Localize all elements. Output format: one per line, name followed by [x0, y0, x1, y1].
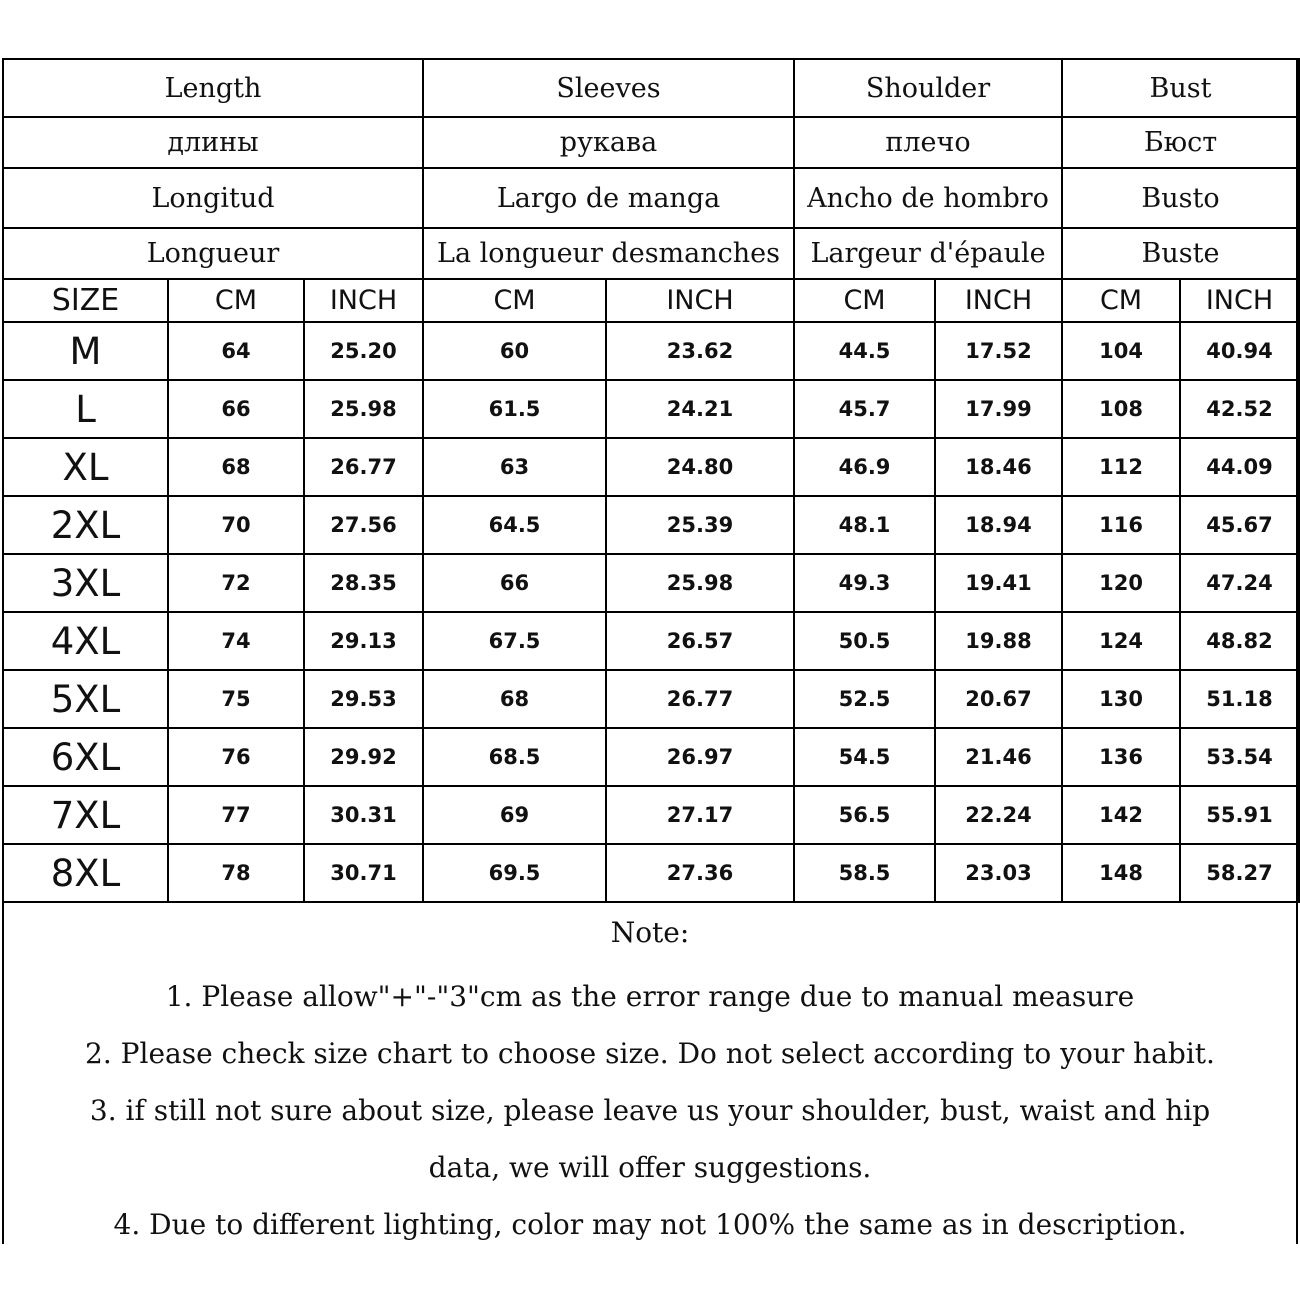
measurement-cell: 20.67 — [935, 670, 1062, 728]
measurement-cell: 58.5 — [794, 844, 935, 902]
size-label: 4XL — [3, 612, 168, 670]
table-row — [3, 322, 1299, 380]
length-label: Longueur — [3, 228, 423, 279]
measurement-cell: 54.5 — [794, 728, 935, 786]
measurement-cell: 61.5 — [423, 380, 606, 438]
measurement-cell: 108 — [1062, 380, 1180, 438]
measurement-cell: 51.18 — [1180, 670, 1299, 728]
size-label: L — [3, 380, 168, 438]
measurement-cell: 26.57 — [606, 612, 794, 670]
unit-header-cell: CM — [1062, 279, 1180, 322]
bust-label: Buste — [1062, 228, 1299, 279]
sleeves-label: рукава — [423, 117, 794, 168]
measurement-cell: 17.52 — [935, 322, 1062, 380]
measurement-cell: 40.94 — [1180, 322, 1299, 380]
header-row — [3, 59, 1299, 117]
size-label: 2XL — [3, 496, 168, 554]
measurement-cell: 46.9 — [794, 438, 935, 496]
measurement-cell: 24.80 — [606, 438, 794, 496]
measurement-cell: 78 — [168, 844, 304, 902]
measurement-cell: 120 — [1062, 554, 1180, 612]
measurement-cell: 30.31 — [304, 786, 423, 844]
measurement-cell: 28.35 — [304, 554, 423, 612]
size-label: 5XL — [3, 670, 168, 728]
measurement-cell: 56.5 — [794, 786, 935, 844]
measurement-cell: 29.53 — [304, 670, 423, 728]
measurement-cell: 25.98 — [304, 380, 423, 438]
measurement-cell: 68 — [168, 438, 304, 496]
measurement-cell: 45.67 — [1180, 496, 1299, 554]
sleeves-label: La longueur desmanches — [423, 228, 794, 279]
unit-header-cell: CM — [168, 279, 304, 322]
note-line-3-cont: data, we will offer suggestions. — [428, 1151, 872, 1184]
table-row — [3, 496, 1299, 554]
bust-label: Bust — [1062, 59, 1299, 117]
size-label: M — [3, 322, 168, 380]
measurement-cell: 77 — [168, 786, 304, 844]
table-row — [3, 612, 1299, 670]
measurement-cell: 27.36 — [606, 844, 794, 902]
measurement-cell: 53.54 — [1180, 728, 1299, 786]
measurement-cell: 26.97 — [606, 728, 794, 786]
length-label: Length — [3, 59, 423, 117]
measurement-cell: 74 — [168, 612, 304, 670]
table-row — [3, 844, 1299, 902]
measurement-cell: 26.77 — [606, 670, 794, 728]
measurement-cell: 48.1 — [794, 496, 935, 554]
measurement-cell: 142 — [1062, 786, 1180, 844]
measurement-cell: 19.41 — [935, 554, 1062, 612]
header-row — [3, 168, 1299, 228]
size-rows — [3, 322, 1299, 902]
length-label: Longitud — [3, 168, 423, 228]
measurement-cell: 66 — [168, 380, 304, 438]
measurement-cell: 45.7 — [794, 380, 935, 438]
sleeves-label: Sleeves — [423, 59, 794, 117]
measurement-cell: 26.77 — [304, 438, 423, 496]
measurement-cell: 66 — [423, 554, 606, 612]
measurement-cell: 19.88 — [935, 612, 1062, 670]
measurement-cell: 22.24 — [935, 786, 1062, 844]
measurement-cell: 47.24 — [1180, 554, 1299, 612]
measurement-cell: 42.52 — [1180, 380, 1299, 438]
size-table — [2, 58, 1300, 903]
measurement-cell: 29.13 — [304, 612, 423, 670]
measurement-cell: 25.98 — [606, 554, 794, 612]
measurement-cell: 116 — [1062, 496, 1180, 554]
measurement-cell: 69.5 — [423, 844, 606, 902]
measurement-cell: 23.03 — [935, 844, 1062, 902]
measurement-cell: 124 — [1062, 612, 1180, 670]
measurement-cell: 18.46 — [935, 438, 1062, 496]
measurement-cell: 25.39 — [606, 496, 794, 554]
unit-row — [3, 279, 1299, 322]
measurement-cell: 25.20 — [304, 322, 423, 380]
shoulder-label: Ancho de hombro — [794, 168, 1062, 228]
measurement-cell: 24.21 — [606, 380, 794, 438]
size-label: XL — [3, 438, 168, 496]
bust-label: Бюст — [1062, 117, 1299, 168]
header-row — [3, 228, 1299, 279]
size-column-header: SIZE — [3, 279, 168, 322]
measurement-cell: 64.5 — [423, 496, 606, 554]
measurement-cell: 70 — [168, 496, 304, 554]
table-row — [3, 728, 1299, 786]
measurement-cell: 76 — [168, 728, 304, 786]
measurement-cell: 64 — [168, 322, 304, 380]
sleeves-label: Largo de manga — [423, 168, 794, 228]
measurement-cell: 104 — [1062, 322, 1180, 380]
table-row — [3, 438, 1299, 496]
unit-header-cell: CM — [423, 279, 606, 322]
measurement-cell: 48.82 — [1180, 612, 1299, 670]
measurement-cell: 30.71 — [304, 844, 423, 902]
table-row — [3, 554, 1299, 612]
measurement-cell: 44.5 — [794, 322, 935, 380]
note-line-3: 3. if still not sure about size, please leave us your shoulder, bust, waist and hip — [89, 1094, 1211, 1127]
measurement-cell: 112 — [1062, 438, 1180, 496]
bust-label: Busto — [1062, 168, 1299, 228]
measurement-cell: 68 — [423, 670, 606, 728]
measurement-cell: 44.09 — [1180, 438, 1299, 496]
measurement-cell: 21.46 — [935, 728, 1062, 786]
unit-header-cell: INCH — [606, 279, 794, 322]
table-row — [3, 786, 1299, 844]
measurement-cell: 148 — [1062, 844, 1180, 902]
measurement-cell: 130 — [1062, 670, 1180, 728]
measurement-cell: 18.94 — [935, 496, 1062, 554]
measurement-cell: 52.5 — [794, 670, 935, 728]
measurement-cell: 136 — [1062, 728, 1180, 786]
measurement-cell: 29.92 — [304, 728, 423, 786]
measurement-cell: 58.27 — [1180, 844, 1299, 902]
size-label: 7XL — [3, 786, 168, 844]
measurement-cell: 55.91 — [1180, 786, 1299, 844]
measurement-cell: 75 — [168, 670, 304, 728]
header-row — [3, 117, 1299, 168]
measurement-cell: 72 — [168, 554, 304, 612]
measurement-cell: 49.3 — [794, 554, 935, 612]
measurement-cell: 27.17 — [606, 786, 794, 844]
measurement-cell: 67.5 — [423, 612, 606, 670]
size-label: 3XL — [3, 554, 168, 612]
unit-header-cell: INCH — [1180, 279, 1299, 322]
notes-section — [4, 903, 1296, 1253]
unit-header-cell: CM — [794, 279, 935, 322]
table-row — [3, 380, 1299, 438]
size-label: 6XL — [3, 728, 168, 786]
measurement-cell: 68.5 — [423, 728, 606, 786]
measurement-cell: 23.62 — [606, 322, 794, 380]
size-label: 8XL — [3, 844, 168, 902]
measurement-cell: 60 — [423, 322, 606, 380]
measurement-cell: 17.99 — [935, 380, 1062, 438]
measurement-cell: 50.5 — [794, 612, 935, 670]
note-title: Note: — [610, 916, 690, 949]
header-rows — [3, 59, 1299, 279]
note-line-1: 1. Please allow"+"-"3"cm as the error range due to manual measure — [165, 980, 1135, 1013]
shoulder-label: Largeur d'épaule — [794, 228, 1062, 279]
table-row — [3, 670, 1299, 728]
note-line-2: 2. Please check size chart to choose size. Do not select according to your habit. — [85, 1037, 1215, 1070]
measurement-cell: 69 — [423, 786, 606, 844]
unit-header-cell: INCH — [304, 279, 423, 322]
size-chart — [2, 58, 1298, 1244]
shoulder-label: плечо — [794, 117, 1062, 168]
measurement-cell: 27.56 — [304, 496, 423, 554]
unit-header-cell: INCH — [935, 279, 1062, 322]
unit-header — [3, 279, 1299, 322]
note-line-4: 4. Due to different lighting, color may not 100% the same as in description. — [113, 1208, 1187, 1241]
length-label: длины — [3, 117, 423, 168]
shoulder-label: Shoulder — [794, 59, 1062, 117]
measurement-cell: 63 — [423, 438, 606, 496]
